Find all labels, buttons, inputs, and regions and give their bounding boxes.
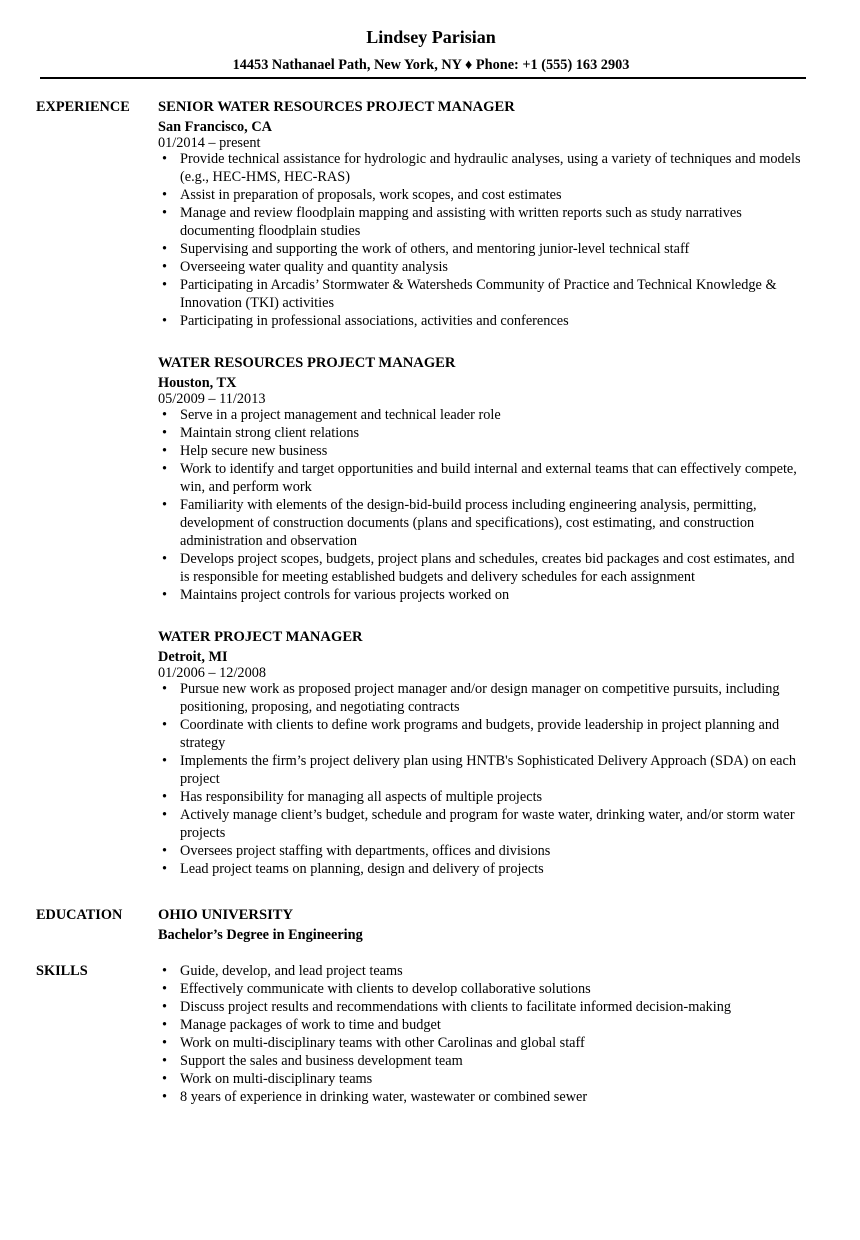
job-location: San Francisco, CA <box>158 119 272 135</box>
skill-text: Work on multi-disciplinary teams with other Carolinas and global staff <box>180 1035 585 1051</box>
school-name: OHIO UNIVERSITY <box>158 907 294 923</box>
bullet-text: Assist in preparation of proposals, work scopes, and cost estimates <box>180 187 562 203</box>
bullet-text: Oversees project staffing with departments, offices and divisions <box>180 843 551 859</box>
bullet-icon: • <box>162 1053 168 1069</box>
bullet-item <box>158 460 806 496</box>
candidate-name: Lindsey Parisian <box>366 27 496 47</box>
bullet-item <box>158 788 806 806</box>
bullet-icon: • <box>162 1035 168 1051</box>
bullet-item <box>158 258 806 276</box>
skill-text: Work on multi-disciplinary teams <box>180 1071 373 1087</box>
bullet-item <box>158 680 806 716</box>
job-bullets <box>158 150 806 330</box>
bullet-icon: • <box>162 407 168 423</box>
bullet-icon: • <box>162 277 168 293</box>
skill-item <box>158 980 806 998</box>
skill-item <box>158 962 806 980</box>
bullet-text: Actively manage client’s budget, schedule and program for waste water, drinking water, and/or storm water projects <box>180 807 795 841</box>
bullet-icon: • <box>162 551 168 567</box>
skill-item <box>158 1034 806 1052</box>
education-section <box>36 906 806 944</box>
experience-body <box>158 98 806 878</box>
skills-label: SKILLS <box>36 963 88 979</box>
bullet-icon: • <box>162 313 168 329</box>
bullet-item <box>158 186 806 204</box>
bullet-icon: • <box>162 861 168 877</box>
bullet-text: Maintains project controls for various projects worked on <box>180 587 510 603</box>
bullet-item <box>158 716 806 752</box>
bullet-icon: • <box>162 981 168 997</box>
bullet-icon: • <box>162 259 168 275</box>
skills-section <box>36 962 806 1106</box>
degree: Bachelor’s Degree in Engineering <box>158 927 363 943</box>
bullet-item <box>158 442 806 460</box>
bullet-icon: • <box>162 1089 168 1105</box>
bullet-icon: • <box>162 443 168 459</box>
skill-text: Effectively communicate with clients to develop collaborative solutions <box>180 981 591 997</box>
bullet-icon: • <box>162 789 168 805</box>
experience-label: EXPERIENCE <box>36 99 130 115</box>
bullet-icon: • <box>162 461 168 477</box>
job-bullets <box>158 680 806 878</box>
bullet-icon: • <box>162 681 168 697</box>
education-body <box>158 906 806 944</box>
bullet-item <box>158 550 806 586</box>
bullet-text: Participating in Arcadis’ Stormwater & Watersheds Community of Practice and Technical Knowledge & Innovation (TKI) activities <box>180 277 777 311</box>
skill-item <box>158 1088 806 1106</box>
bullet-text: Lead project teams on planning, design and delivery of projects <box>180 861 544 877</box>
skill-item <box>158 1070 806 1088</box>
bullet-text: Supervising and supporting the work of others, and mentoring junior-level technical staff <box>180 241 690 257</box>
bullet-text: Participating in professional associations, activities and conferences <box>180 313 569 329</box>
skill-item <box>158 998 806 1016</box>
job-title: WATER PROJECT MANAGER <box>158 629 363 645</box>
job-location: Detroit, MI <box>158 649 228 665</box>
bullet-text: Manage and review floodplain mapping and assisting with written reports such as study narratives documenting floodplain studies <box>180 205 742 239</box>
job-dates: 01/2006 – 12/2008 <box>158 665 267 681</box>
skill-text: Discuss project results and recommendations with clients to facilitate informed decision-making <box>180 999 732 1015</box>
job-dates: 05/2009 – 11/2013 <box>158 391 266 407</box>
bullet-text: Implements the firm’s project delivery plan using HNTB's Sophisticated Delivery Approach (SDA) on each project <box>180 753 797 787</box>
bullet-icon: • <box>162 151 168 167</box>
skill-item <box>158 1016 806 1034</box>
bullet-item <box>158 860 806 878</box>
bullet-icon: • <box>162 187 168 203</box>
skill-text: Manage packages of work to time and budget <box>180 1017 441 1033</box>
bullet-icon: • <box>162 1071 168 1087</box>
bullet-text: Maintain strong client relations <box>180 425 360 441</box>
bullet-text: Help secure new business <box>180 443 328 459</box>
job-title: SENIOR WATER RESOURCES PROJECT MANAGER <box>158 99 515 115</box>
bullet-icon: • <box>162 241 168 257</box>
bullet-text: Familiarity with elements of the design-bid-build process including engineering analysis, permitting, development of construction documents (plans and specifications), cost estimating, and construction administration and observation <box>180 497 757 549</box>
bullet-icon: • <box>162 807 168 823</box>
bullet-text: Has responsibility for managing all aspects of multiple projects <box>180 789 543 805</box>
experience-section <box>36 98 806 878</box>
bullet-item <box>158 240 806 258</box>
bullet-icon: • <box>162 205 168 221</box>
bullet-item <box>158 150 806 186</box>
job-entry <box>158 98 806 330</box>
bullet-icon: • <box>162 587 168 603</box>
skills-body <box>158 962 806 1106</box>
bullet-item <box>158 276 806 312</box>
bullet-icon: • <box>162 999 168 1015</box>
job-title: WATER RESOURCES PROJECT MANAGER <box>158 355 456 371</box>
bullet-icon: • <box>162 963 168 979</box>
education-label: EDUCATION <box>36 907 123 923</box>
job-entry <box>158 354 806 604</box>
skill-item <box>158 1052 806 1070</box>
job-entry <box>158 628 806 878</box>
bullet-item <box>158 312 806 330</box>
bullet-text: Provide technical assistance for hydrologic and hydraulic analyses, using a variety of techniques and models (e.g., HEC-HMS, HEC-RAS) <box>180 151 801 185</box>
skill-text: 8 years of experience in drinking water, wastewater or combined sewer <box>180 1089 588 1105</box>
bullet-item <box>158 406 806 424</box>
bullet-item <box>158 204 806 240</box>
bullet-text: Work to identify and target opportunities and build internal and external teams that can effectively compete, win, and perform work <box>180 461 797 495</box>
bullet-text: Coordinate with clients to define work programs and budgets, provide leadership in project planning and strategy <box>180 717 780 751</box>
bullet-text: Overseeing water quality and quantity analysis <box>180 259 448 275</box>
skill-text: Support the sales and business development team <box>180 1053 463 1069</box>
bullet-text: Serve in a project management and technical leader role <box>180 407 501 423</box>
bullet-text: Develops project scopes, budgets, project plans and schedules, creates bid packages and cost estimates, and is responsible for meeting established budgets and delivery schedules for each assignment <box>180 551 795 585</box>
bullet-icon: • <box>162 1017 168 1033</box>
bullet-icon: • <box>162 425 168 441</box>
skills-bullets <box>158 962 806 1106</box>
bullet-icon: • <box>162 843 168 859</box>
skill-text: Guide, develop, and lead project teams <box>180 963 403 979</box>
bullet-item <box>158 424 806 442</box>
bullet-item <box>158 496 806 550</box>
bullet-item <box>158 842 806 860</box>
bullet-item <box>158 586 806 604</box>
job-dates: 01/2014 – present <box>158 135 261 151</box>
job-location: Houston, TX <box>158 375 237 391</box>
bullet-item <box>158 752 806 788</box>
bullet-icon: • <box>162 753 168 769</box>
job-bullets <box>158 406 806 604</box>
header-divider <box>40 77 806 79</box>
bullet-item <box>158 806 806 842</box>
bullet-icon: • <box>162 497 168 513</box>
bullet-icon: • <box>162 717 168 733</box>
contact-line: 14453 Nathanael Path, New York, NY ♦ Phone: +1 (555) 163 2903 <box>232 57 630 73</box>
bullet-text: Pursue new work as proposed project manager and/or design manager on competitive pursuits, including positioning, proposing, and negotiating contracts <box>180 681 780 715</box>
